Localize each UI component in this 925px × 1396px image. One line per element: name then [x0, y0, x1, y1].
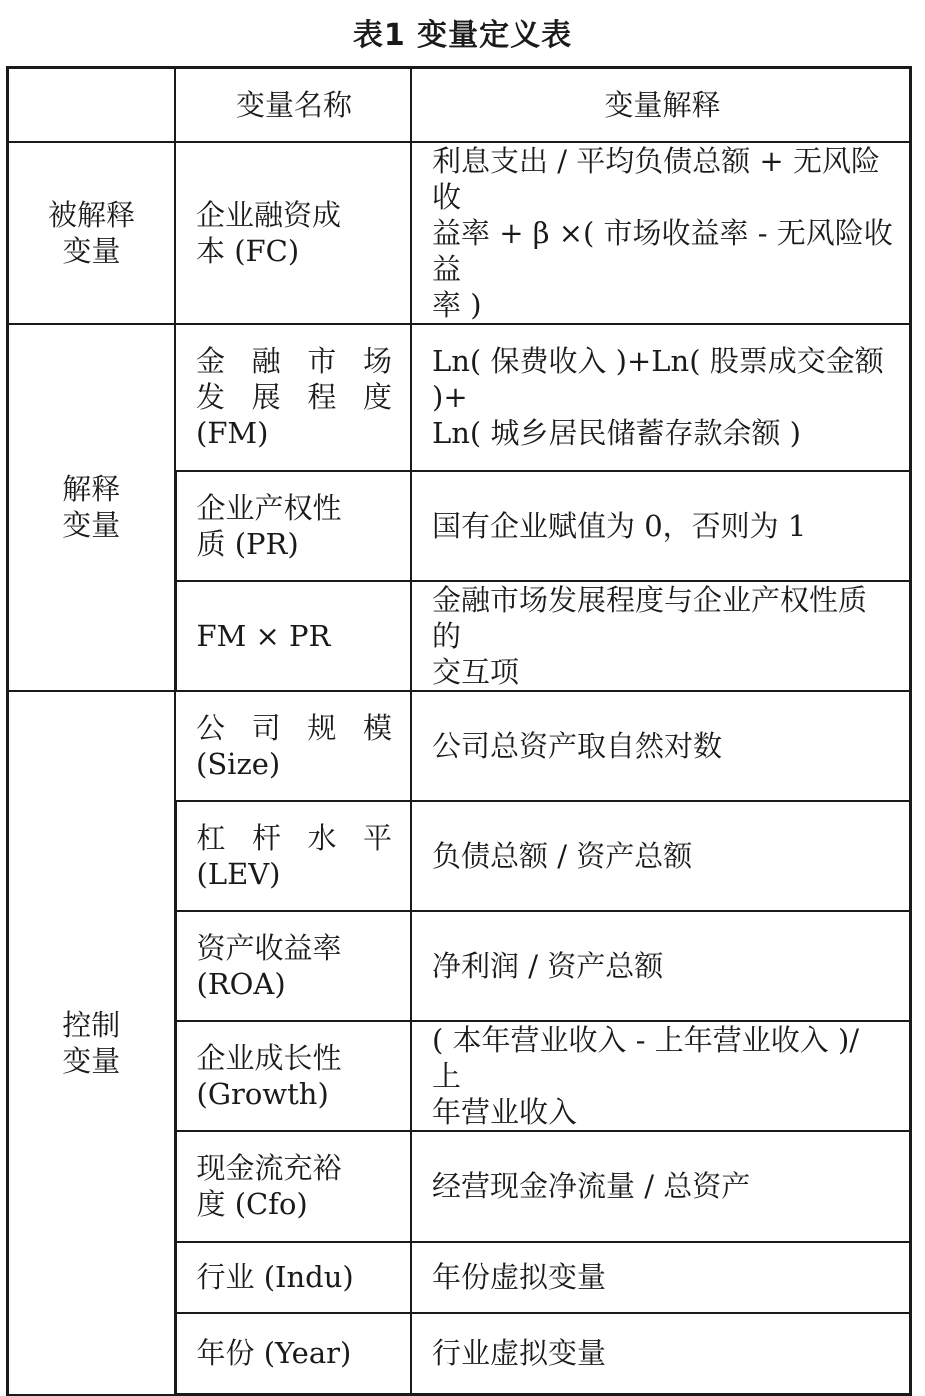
variable-name-cfo: [175, 1131, 411, 1242]
variable-explanation-cfo: [411, 1131, 911, 1242]
table-title: 表1 变量定义表: [352, 18, 573, 53]
name-line: 本 (FC): [196, 233, 300, 268]
group-control-variable: [8, 691, 176, 1395]
desc-line: 利息支出 / 平均负债总额 + 无风险收: [432, 143, 880, 214]
name-line: 企业融资成: [196, 197, 342, 232]
name-line: 发 展 程 度: [196, 380, 392, 414]
group-dependent-variable: [8, 142, 176, 324]
desc-line: 益率 + β ×( 市场收益率 - 无风险收益: [432, 215, 893, 286]
name-line: (Growth): [196, 1076, 329, 1111]
name-line: 质 (PR): [196, 526, 299, 561]
table-row: [8, 691, 911, 801]
name-line: 行业 (Indu): [196, 1260, 354, 1294]
desc-line: Ln( 保费收入 )+Ln( 股票成交金额 )+: [432, 344, 884, 414]
variable-name-fc: [175, 142, 411, 324]
desc-line: 率 ): [432, 287, 482, 322]
desc-line: 交互项: [432, 654, 520, 689]
desc-line: 公司总资产取自然对数: [432, 728, 723, 763]
variable-explanation-growth: [411, 1021, 911, 1131]
desc-line: 行业虚拟变量: [432, 1336, 607, 1371]
name-line: (Size): [196, 746, 281, 781]
desc-line: Ln( 城乡居民储蓄存款余额 ): [432, 416, 801, 450]
variable-explanation-fm: [411, 324, 911, 471]
name-line: FM × PR: [196, 618, 331, 653]
group-label-line: 控制: [62, 1007, 121, 1042]
name-line: 金 融 市 场: [196, 344, 392, 378]
desc-line: ( 本年营业收入 - 上年营业收入 )/ 上: [432, 1022, 860, 1093]
variable-name-size: [175, 691, 411, 801]
name-line: 现金流充裕: [196, 1151, 342, 1185]
variable-name-fm-x-pr: [175, 581, 411, 691]
desc-line: 国有企业赋值为 0，否则为 1: [432, 508, 807, 543]
group-label-line: 被解释: [47, 197, 135, 232]
desc-line: 经营现金净流量 / 总资产: [432, 1169, 751, 1203]
table-row: [8, 324, 911, 471]
variable-explanation-lev: [411, 801, 911, 911]
variable-explanation-indu: [411, 1242, 911, 1313]
variable-name-indu: [175, 1242, 411, 1313]
variable-explanation-roa: [411, 911, 911, 1021]
variable-name-roa: [175, 911, 411, 1021]
variable-name-pr: [175, 471, 411, 581]
variable-name-growth: [175, 1021, 411, 1131]
name-line: 公 司 规 模: [196, 710, 392, 745]
table-row: [8, 142, 911, 324]
desc-line: 年份虚拟变量: [432, 1260, 607, 1294]
table-header-row: [8, 68, 911, 142]
group-label-line: 解释: [62, 472, 121, 506]
variable-explanation-fm-x-pr: [411, 581, 911, 691]
variable-explanation-pr: [411, 471, 911, 581]
variable-explanation-fc: [411, 142, 911, 324]
variable-explanation-size: [411, 691, 911, 801]
name-line: 企业成长性: [196, 1040, 342, 1075]
name-line: 杠 杆 水 平: [196, 820, 392, 855]
group-explanatory-variable: [8, 324, 176, 691]
group-label-line: 变量: [62, 1043, 121, 1078]
variable-definition-table: [6, 66, 912, 1396]
desc-line: 负债总额 / 资产总额: [432, 838, 693, 873]
group-label-line: 变量: [62, 233, 121, 268]
name-line: 企业产权性: [196, 490, 342, 525]
name-line: 度 (Cfo): [196, 1187, 308, 1221]
header-group-cell: [8, 68, 176, 142]
name-line: (ROA): [196, 966, 286, 1001]
variable-name-lev: [175, 801, 411, 911]
name-line: 资产收益率: [196, 930, 342, 965]
group-label-line: 变量: [62, 508, 121, 542]
desc-line: 净利润 / 资产总额: [432, 948, 664, 983]
header-variable-explanation: 变量解释: [411, 68, 911, 142]
desc-line: 金融市场发展程度与企业产权性质的: [432, 582, 868, 653]
name-line: 年份 (Year): [196, 1336, 352, 1371]
desc-line: 年营业收入: [432, 1094, 578, 1129]
variable-name-fm: [175, 324, 411, 471]
variable-explanation-year: [411, 1313, 911, 1395]
name-line: (LEV): [196, 856, 281, 891]
name-line: (FM): [196, 416, 269, 450]
header-variable-name: 变量名称: [175, 68, 411, 142]
variable-name-year: [175, 1313, 411, 1395]
